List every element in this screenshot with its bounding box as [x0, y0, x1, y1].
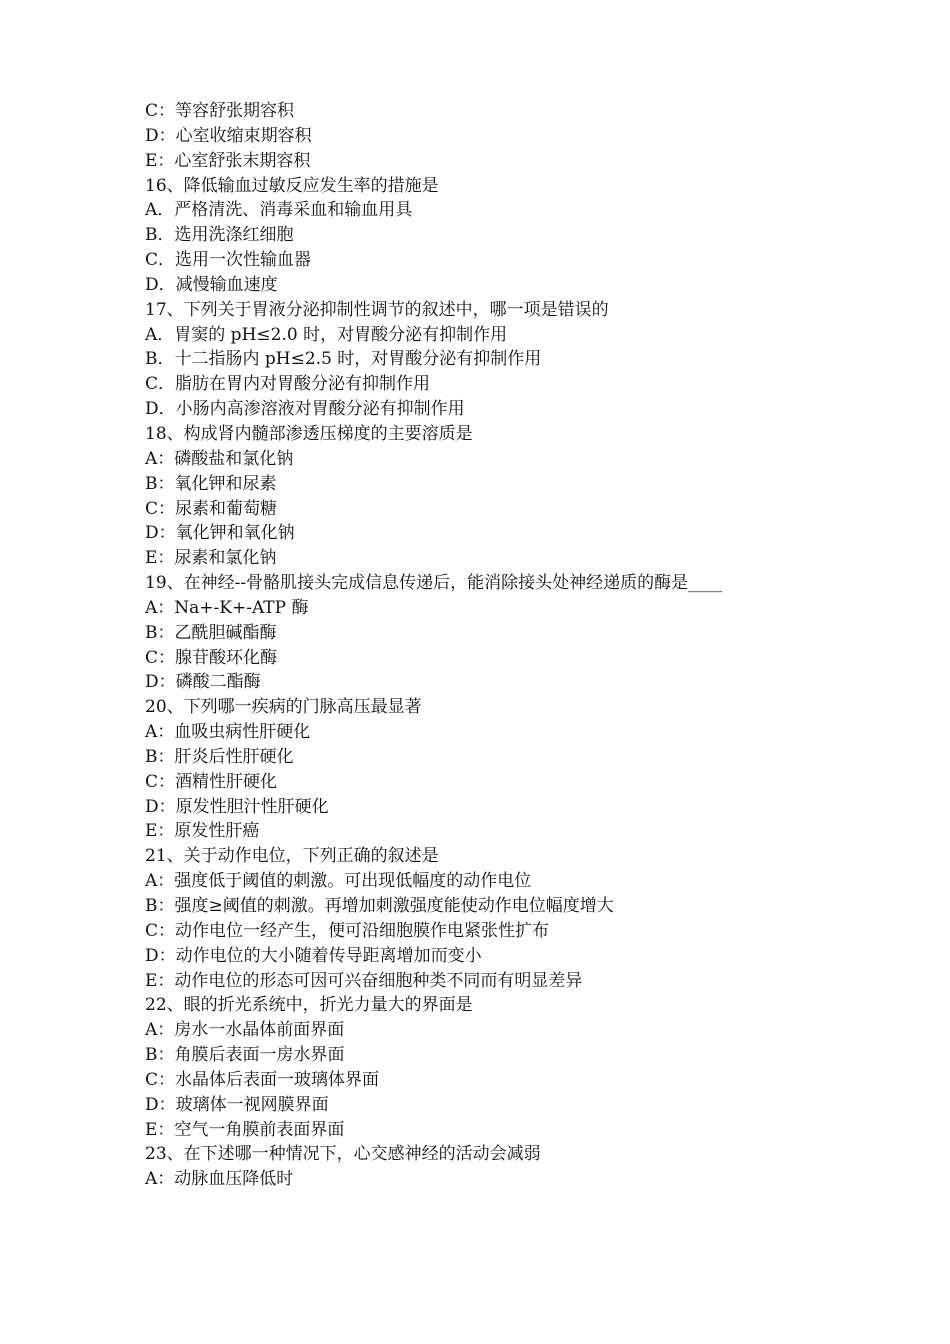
question-18-option-e: E：尿素和氯化钠: [145, 548, 277, 569]
question-19: 19、在神经--骨骼肌接头完成信息传递后，能消除接头处神经递质的酶是____: [145, 573, 723, 594]
question-18: 18、构成肾内髓部渗透压梯度的主要溶质是: [145, 423, 473, 444]
question-21-option-b: B：强度≥阈值的刺激。再增加刺激强度能使动作电位幅度增大: [145, 896, 614, 916]
question-22: 22、眼的折光系统中，折光力量大的界面是: [145, 995, 473, 1016]
question-20-option-d: D：原发性胆汁性肝硬化: [145, 796, 329, 817]
question-16-option-a: A．严格清洗、消毒采血和输血用具: [145, 200, 413, 221]
question-23: 23、在下述哪一种情况下，心交感神经的活动会减弱: [145, 1144, 541, 1165]
question-17: 17、下列关于胃液分泌抑制性调节的叙述中，哪一项是错误的: [145, 299, 609, 320]
question-22-option-d: D：玻璃体一视网膜界面: [145, 1094, 329, 1115]
question-20-option-e: E：原发性肝癌: [145, 821, 260, 842]
question-23-option-a: A：动脉血压降低时: [145, 1169, 294, 1190]
question-17-option-a: A．胃窦的 pH≤2.0 时，对胃酸分泌有抑制作用: [145, 324, 508, 345]
option-c-line: C：等容舒张期容积: [145, 101, 295, 121]
question-19-option-c: C：腺苷酸环化酶: [145, 647, 278, 668]
question-18-option-b: B：氧化钾和尿素: [145, 473, 277, 494]
question-22-option-e: E：空气一角膜前表面界面: [145, 1119, 345, 1140]
question-21-option-e: E：动作电位的形态可因可兴奋细胞种类不同而有明显差异: [145, 970, 583, 991]
question-21-option-d: D：动作电位的大小随着传导距离增加而变小: [145, 945, 482, 966]
option-e-line: E：心室舒张末期容积: [145, 150, 311, 171]
question-18-option-c: C：尿素和葡萄糖: [145, 498, 278, 519]
option-d-line: D：心室收缩束期容积: [145, 125, 312, 146]
question-17-option-b: B．十二指肠内 pH≤2.5 时，对胃酸分泌有抑制作用: [145, 349, 542, 370]
question-21-option-c: C：动作电位一经产生，便可沿细胞膜作电紧张性扩布: [145, 920, 550, 941]
question-17-option-d: D．小肠内高渗溶液对胃酸分泌有抑制作用: [145, 399, 465, 420]
document-body: [145, 99, 845, 1192]
question-20-option-a: A：血吸虫病性肝硬化: [145, 722, 311, 743]
question-21: 21、关于动作电位，下列正确的叙述是: [145, 846, 439, 867]
question-19-option-b: B：乙酰胆碱酯酶: [145, 622, 277, 643]
question-16-option-b: B．选用洗涤红细胞: [145, 225, 294, 246]
question-20-option-c: C：酒精性肝硬化: [145, 771, 278, 792]
question-16-option-c: C．选用一次性输血器: [145, 250, 312, 271]
question-19-option-d: D：磷酸二酯酶: [145, 672, 261, 693]
question-21-option-a: A：强度低于阈值的刺激。可出现低幅度的动作电位: [145, 871, 532, 892]
question-20: 20、下列哪一疾病的门脉高压最显著: [145, 697, 422, 718]
question-16: 16、降低输血过敏反应发生率的措施是: [145, 175, 439, 196]
question-19-option-a: A：Na+-K+-ATP 酶: [145, 597, 309, 618]
question-22-option-b: B：角膜后表面一房水界面: [145, 1045, 345, 1066]
question-18-option-a: A：磷酸盐和氯化钠: [145, 448, 294, 469]
question-16-option-d: D．减慢输血速度: [145, 274, 278, 295]
question-17-option-c: C．脂肪在胃内对胃酸分泌有抑制作用: [145, 374, 431, 395]
question-22-option-c: C：水晶体后表面一玻璃体界面: [145, 1069, 380, 1090]
question-20-option-b: B：肝炎后性肝硬化: [145, 746, 294, 767]
question-22-option-a: A：房水一水晶体前面界面: [145, 1020, 345, 1041]
question-18-option-d: D：氧化钾和氧化钠: [145, 523, 295, 544]
